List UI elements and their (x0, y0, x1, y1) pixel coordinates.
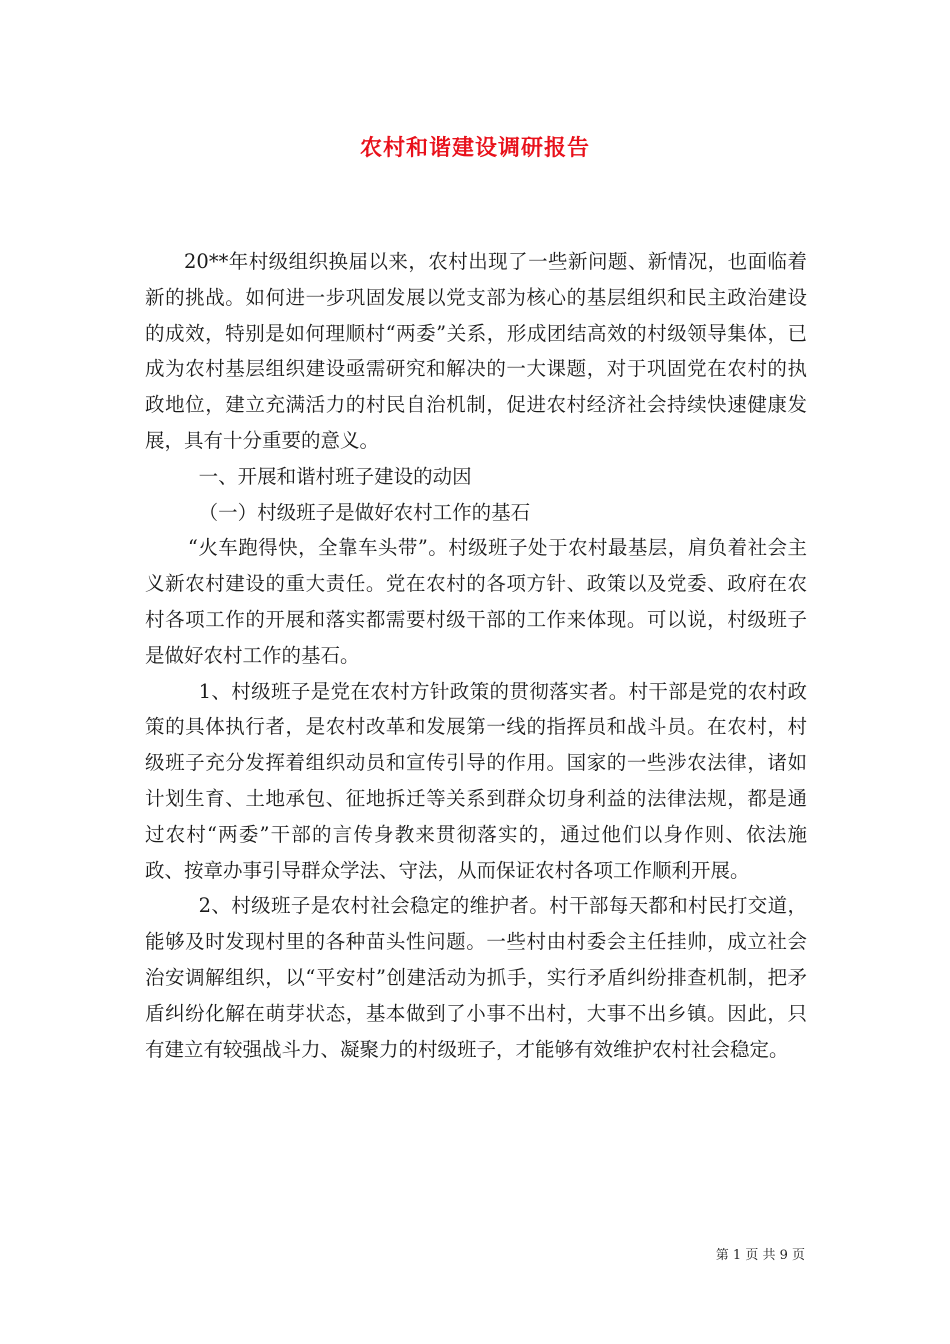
intro-paragraph: 20**年村级组织换届以来，农村出现了一些新问题、新情况，也面临着新的挑战。如何进一步巩固发展以党支部为核心的基层组织和民主政治建设的成效，特别是如何理顺村“两委”关系，形成团结高效的村级领导集体，已成为农村基层组织建设亟需研究和解决的一大课题，对于巩固党在农村的执政地位，建立充满活力的村民自治机制，促进农村经济社会持续快速健康发展，具有十分重要的意义。 (145, 250, 807, 452)
document-body (145, 244, 807, 1067)
item-paragraph-1: 1、村级班子是党在农村方针政策的贯彻落实者。村干部是党的农村政策的具体执行者，是农村改革和发展第一线的指挥员和战斗员。在农村，村级班子充分发挥着组织动员和宣传引导的作用。国家的一些涉农法律，诸如计划生育、土地承包、征地拆迁等关系到群众切身利益的法律法规，都是通过农村“两委”干部的言传身教来贯彻落实的，通过他们以身作则、依法施政、按章办事引导群众学法、守法，从而保证农村各项工作顺利开展。 (145, 679, 807, 882)
section-heading: 一、开展和谐村班子建设的动因 (198, 464, 472, 488)
document-title: 农村和谐建设调研报告 (359, 135, 590, 161)
subsection-heading: （一）村级班子是做好农村工作的基石 (198, 500, 531, 524)
item-paragraph-2: 2、村级班子是农村社会稳定的维护者。村干部每天都和村民打交道，能够及时发现村里的各种苗头性问题。一些村由村委会主任挂帅，成立社会治安调解组织，以“平安村”创建活动为抓手，实行矛盾纠纷排查机制，把矛盾纠纷化解在萌芽状态，基本做到了小事不出村，大事不出乡镇。因此，只有建立有较强战斗力、凝聚力的村级班子，才能够有效维护农村社会稳定。 (145, 894, 807, 1061)
page-number: 第 1 页 共 9 页 (715, 1248, 805, 1263)
quote-paragraph: “火车跑得快，全靠车头带”。村级班子处于农村最基层，肩负着社会主义新农村建设的重大责任。党在农村的各项方针、政策以及党委、政府在农村各项工作的开展和落实都需要村级干部的工作来体现。可以说，村级班子是做好农村工作的基石。 (145, 536, 807, 667)
